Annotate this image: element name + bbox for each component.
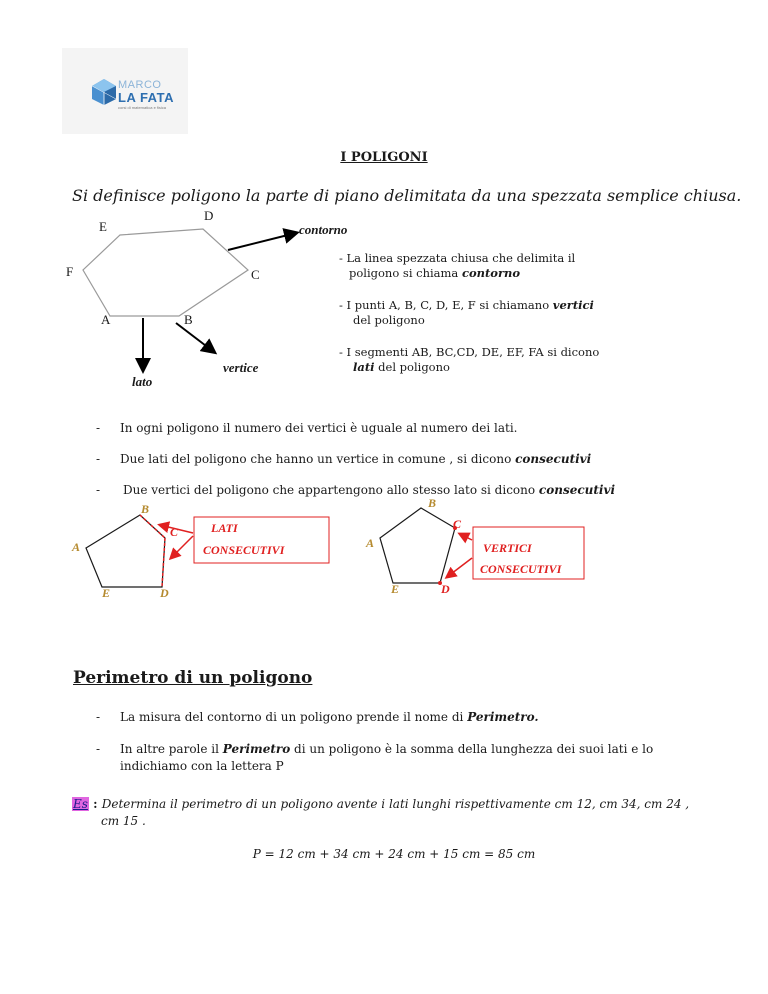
pentagon-right	[380, 508, 455, 583]
vertex-label-f: F	[66, 264, 74, 279]
label-lato: lato	[132, 374, 153, 389]
pentagon-left	[86, 515, 165, 587]
perimeter-bullet-2: - In altre parole il Perimetro di un poligono è la somma della lunghezza dei suoi lati e lo indichiamo con la lettera P	[96, 742, 654, 773]
bullet-3: - Due vertici del poligono che appartengono allo stesso lato si dicono consecutivi	[96, 483, 616, 497]
note-lati: - I segmenti AB, BC,CD, DE, EF, FA si dicono lati del poligono	[339, 345, 600, 374]
label-contorno: contorno	[299, 222, 348, 237]
perimeter-bullet-1: - La misura del contorno di un poligono prende il nome di Perimetro.	[96, 710, 539, 724]
label-vertice: vertice	[223, 360, 259, 375]
fig3-label-c: C	[453, 517, 462, 531]
fig2-box-line2: CONSECUTIVI	[203, 543, 285, 557]
fig2-label-a: A	[72, 540, 81, 554]
note-contorno: - La linea spezzata chiusa che delimita il poligono si chiama contorno	[339, 251, 576, 280]
vertex-label-c: C	[251, 267, 260, 282]
logo-subtitle: corsi di matematica e fisica	[118, 105, 167, 110]
vertex-label-a: A	[101, 312, 111, 327]
fig3-label-b: B	[428, 496, 437, 510]
fig3-box-line1: VERTICI	[483, 541, 532, 555]
fig2-label-b: B	[141, 502, 150, 516]
perimeter-formula: P = 12 cm + 34 cm + 24 cm + 15 cm = 85 cm	[252, 847, 536, 861]
fig2-label-d: D	[160, 586, 169, 600]
bullet-1: - In ogni poligono il numero dei vertici è uguale al numero dei lati.	[96, 421, 518, 435]
definition: Si definisce poligono la parte di piano delimitata da una spezzata semplice chiusa.	[72, 186, 742, 205]
contorno-arrow	[228, 233, 296, 250]
example-tag: Es	[73, 797, 88, 811]
perimeter-heading: Perimetro di un poligono	[73, 668, 313, 688]
bullet-2: - Due lati del poligono che hanno un vertice in comune , si dicono consecutivi	[96, 452, 592, 466]
example-text-line2: cm 15 .	[101, 814, 146, 828]
consecutive-figures	[0, 490, 768, 610]
vertice-arrow	[176, 323, 214, 352]
fig3-label-d: D	[441, 582, 450, 596]
page-title: I POLIGONI	[340, 150, 428, 165]
polygon-figure	[0, 0, 768, 400]
vertex-label-e: E	[99, 219, 107, 234]
logo-text-line2: LA FATA	[118, 90, 174, 105]
note-vertici: - I punti A, B, C, D, E, F si chiamano vertici del poligono	[339, 298, 594, 327]
fig2-box-line1: LATI	[211, 521, 238, 535]
fig3-label-a: A	[366, 536, 375, 550]
fig2-label-e: E	[102, 586, 111, 600]
logo-text-line1: MARCO	[118, 79, 162, 91]
fig2-label-c: C	[170, 525, 179, 539]
fig3-box-line2: CONSECUTIVI	[480, 562, 562, 576]
vertex-label-d: D	[204, 208, 214, 223]
example-text: Es : Determina il perimetro di un poligono avente i lati lunghi rispettivamente cm 12, cm 34, cm 24 ,	[73, 797, 690, 811]
hexagon-shape	[83, 229, 248, 316]
vertex-label-b: B	[184, 312, 193, 327]
fig3-label-e: E	[391, 582, 400, 596]
